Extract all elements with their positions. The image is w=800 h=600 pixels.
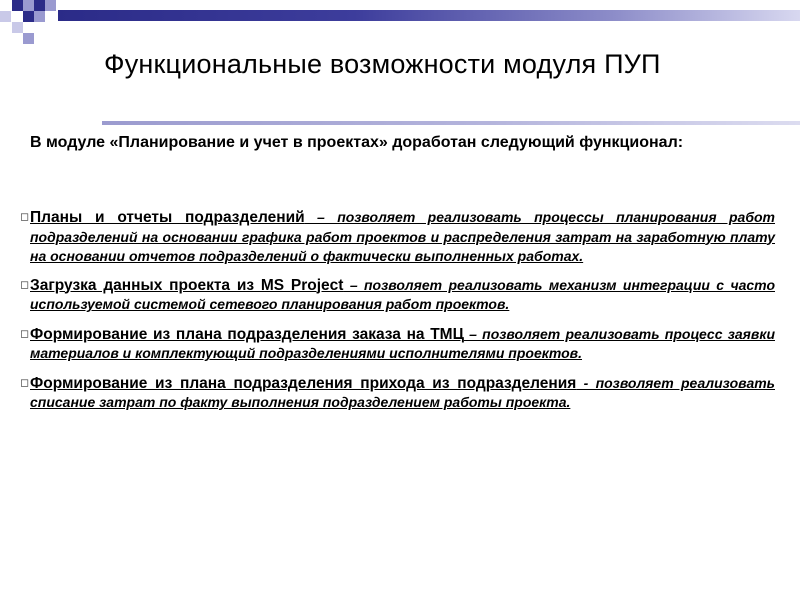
- decorative-checker-pattern: [0, 0, 70, 45]
- intro-paragraph: В модуле «Планирование и учет в проектах» доработан следующий функционал:: [30, 134, 684, 151]
- checker-square: [23, 11, 34, 22]
- square-bullet-icon: ◻: [20, 278, 30, 291]
- list-item: [20, 276, 775, 315]
- square-bullet-icon: ◻: [20, 327, 30, 340]
- square-bullet-icon: ◻: [20, 376, 30, 389]
- checker-square: [0, 11, 11, 22]
- item-heading: Формирование из плана подразделения заказа на ТМЦ: [30, 325, 464, 343]
- item-description: – позволяет реализовать процессы планирования работ подразделений на основании графика работ проектов и распределения затрат на заработную плату на основании отчетов подразделений о фактически выполненных работах.: [30, 209, 775, 264]
- checker-square: [34, 11, 45, 22]
- list-item: [20, 374, 775, 413]
- item-heading: Формирование из плана подразделения прихода из подразделения: [30, 374, 577, 392]
- square-bullet-icon: ◻: [20, 211, 30, 223]
- checker-square: [23, 0, 34, 11]
- checker-square: [45, 0, 56, 11]
- list-item: [20, 208, 775, 267]
- page-title: Функциональные возможности модуля ПУП: [104, 49, 661, 79]
- item-heading: Загрузка данных проекта из MS Project: [30, 276, 344, 294]
- checker-square: [12, 0, 23, 11]
- checker-square: [23, 33, 34, 44]
- checker-square: [34, 0, 45, 11]
- feature-list: [20, 208, 775, 423]
- list-item: [20, 325, 775, 364]
- item-description: – позволяет реализовать процесс заявки материалов и комплектующий подразделениями исполнителями проектов.: [30, 325, 775, 361]
- item-description: – позволяет реализовать механизм интеграции с часто используемой системой сетевого планирования работ проектов.: [30, 276, 775, 312]
- item-description: - позволяет реализовать списание затрат по факту выполнения подразделением работы проекта.: [30, 374, 775, 410]
- decorative-top-bar: [58, 10, 800, 21]
- title-divider: [102, 121, 800, 125]
- checker-square: [12, 22, 23, 33]
- item-heading: Планы и отчеты подразделений: [30, 209, 305, 226]
